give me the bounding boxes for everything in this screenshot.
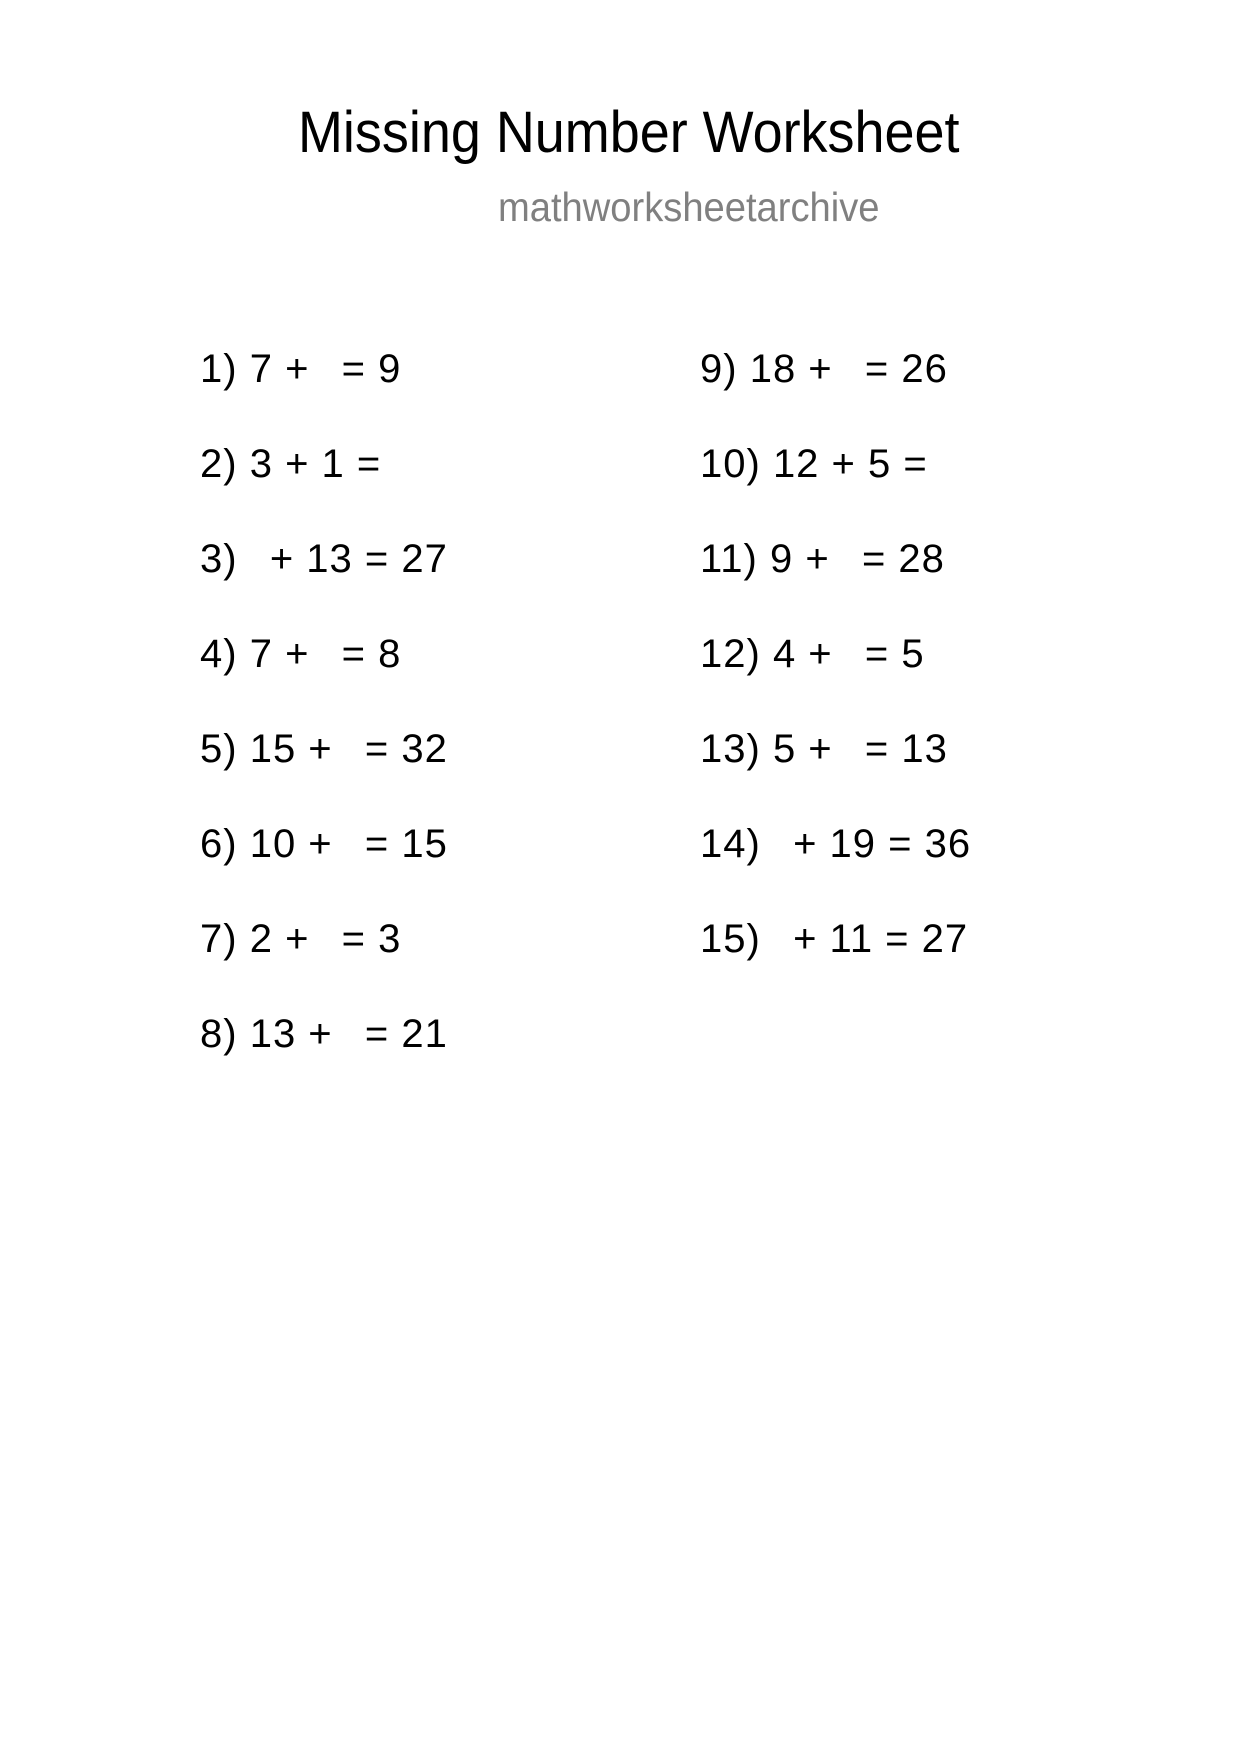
problem-number: 12): [700, 632, 761, 676]
problems-column-right: [700, 345, 971, 1010]
problem-before: 5 +: [772, 727, 833, 771]
problem-item: [700, 440, 971, 535]
problem-item: [700, 725, 971, 820]
problem-item: [200, 820, 448, 915]
problem-after: = 32: [364, 727, 448, 771]
problem-after: = 8: [341, 632, 402, 676]
problem-after: = 13: [864, 727, 948, 771]
problem-item: [700, 820, 971, 915]
problem-item: [200, 535, 448, 630]
problem-number: 15): [700, 917, 761, 961]
problem-after: = 5: [864, 632, 925, 676]
problem-number: 3): [200, 537, 238, 581]
problem-number: 11): [700, 537, 758, 581]
problem-after: = 26: [864, 347, 948, 391]
problem-before: 18 +: [749, 347, 833, 391]
problem-item: [200, 1010, 448, 1105]
problem-before: 12 + 5 =: [772, 442, 928, 486]
problem-after: = 15: [364, 822, 448, 866]
problem-before: 2 +: [249, 917, 310, 961]
problem-item: [700, 630, 971, 725]
problem-number: 6): [200, 822, 238, 866]
problem-before: 7 +: [249, 347, 310, 391]
problem-before: 3 + 1 =: [249, 442, 382, 486]
problems-column-left: [200, 345, 448, 1105]
problem-number: 1): [200, 347, 238, 391]
problem-after: = 9: [341, 347, 402, 391]
problem-before: 7 +: [249, 632, 310, 676]
problem-after: + 11 = 27: [793, 917, 969, 961]
problem-before: 10 +: [249, 822, 333, 866]
problem-number: 2): [200, 442, 238, 486]
problem-item: [200, 725, 448, 820]
problem-before: 15 +: [249, 727, 333, 771]
problem-number: 4): [200, 632, 238, 676]
problem-before: 9 +: [769, 537, 830, 581]
worksheet-source: mathworksheetarchive: [498, 184, 880, 230]
problem-number: 5): [200, 727, 238, 771]
problem-after: + 13 = 27: [269, 537, 448, 581]
problem-after: = 21: [364, 1012, 448, 1056]
problem-number: 7): [200, 917, 238, 961]
problem-item: [700, 915, 971, 1010]
problem-item: [200, 345, 448, 440]
problem-number: 8): [200, 1012, 238, 1056]
problem-number: 13): [700, 727, 761, 771]
problem-after: = 3: [341, 917, 402, 961]
problem-after: + 19 = 36: [793, 822, 972, 866]
problem-after: = 28: [861, 537, 945, 581]
worksheet-title: Missing Number Worksheet: [298, 100, 960, 165]
problem-number: 14): [700, 822, 761, 866]
problem-item: [200, 915, 448, 1010]
problem-item: [700, 345, 971, 440]
problem-before: 4 +: [772, 632, 833, 676]
problem-item: [700, 535, 971, 630]
problem-item: [200, 440, 448, 535]
problem-item: [200, 630, 448, 725]
problem-before: 13 +: [249, 1012, 333, 1056]
problem-number: 10): [700, 442, 761, 486]
problem-number: 9): [700, 347, 738, 391]
